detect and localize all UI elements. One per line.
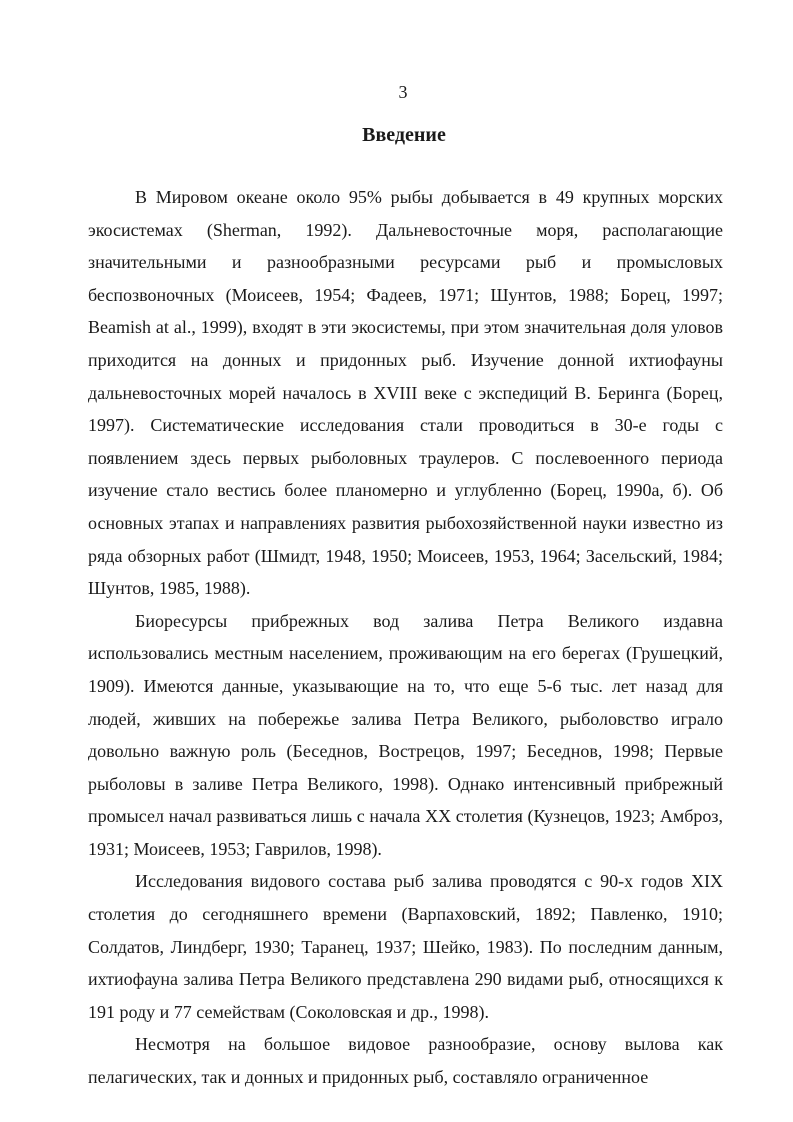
page-number: 3 <box>398 82 408 102</box>
paragraph: Несмотря на большое видовое разнообразие, основу вылова как пелагических, так и донных и придонных рыб, составляло ограниченное <box>88 1034 723 1088</box>
paragraph: В Мировом океане около 95% рыбы добывается в 49 крупных морских экосистемах (Sherman, 1992). Дальневосточные моря, располагающие значительными и разнообразными ресурсами рыб и промысловых беспозвоночных (Моисеев, 1954; Фадеев, 1971; Шунтов, 1988; Борец, 1997; Beamish at al., 1999), входят в эти экосистемы, при этом значительная доля уловов приходится на донных и придонных рыб. Изучение донной ихтиофауны дальневосточных морей началось в XVIII веке с экспедиций В. Беринга (Борец, 1997). Систематические исследования стали проводиться в 30-е годы с появлением здесь первых рыболовных траулеров. С послевоенного периода изучение стало вестись более планомерно и углубленно (Борец, 1990а, б). Об основных этапах и направлениях развития рыбохозяйственной науки известно из ряда обзорных работ (Шмидт, 1948, 1950; Моисеев, 1953, 1964; Засельский, 1984; Шунтов, 1985, 1988). <box>88 187 723 599</box>
paragraph: Исследования видового состава рыб залива проводятся с 90-х годов XIX столетия до сегодняшнего времени (Варпаховский, 1892; Павленко, 1910; Солдатов, Линдберг, 1930; Таранец, 1937; Шейко, 1983). По последним данным, ихтиофауна залива Петра Великого представлена 290 видами рыб, относящихся к 191 роду и 77 семействам (Соколовская и др., 1998). <box>88 871 723 1022</box>
paragraph: Биоресурсы прибрежных вод залива Петра Великого издавна использовались местным населением, проживающим на его берегах (Грушецкий, 1909). Имеются данные, указывающие на то, что еще 5-6 тыс. лет назад для людей, живших на побережье залива Петра Великого, рыболовство играло довольно важную роль (Беседнов, Вострецов, 1997; Беседнов, 1998; Первые рыболовы в заливе Петра Великого, 1998). Однако интенсивный прибрежный промысел начал развиваться лишь с начала XX столетия (Кузнецов, 1923; Амброз, 1931; Моисеев, 1953; Гаврилов, 1998). <box>88 610 723 859</box>
section-title: Введение <box>362 124 446 146</box>
body-text <box>88 181 723 1094</box>
